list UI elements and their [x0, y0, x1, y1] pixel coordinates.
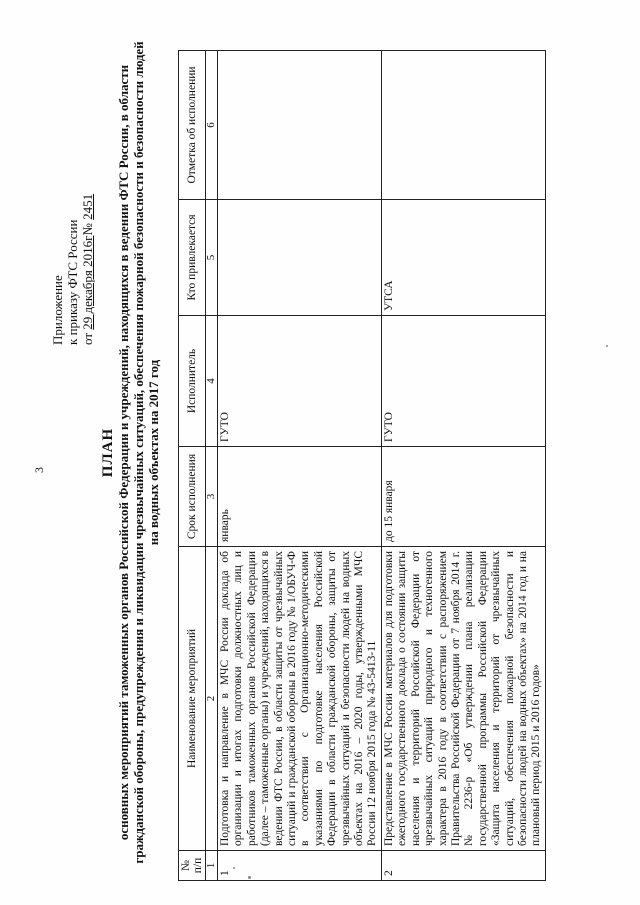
- table-row: [218, 51, 382, 881]
- row-mark: [218, 51, 382, 200]
- plan-subtitle: основных мероприятий таможенных органов Российской Федерации и учреждений, находящихся в ведении ФТС России, в области гражданской обороны, предупреждения и ликвидации чрезвычайных ситуаций, обеспечения пожарной безопасности и безопасности людей на водных объектах на 2017 год: [116, 41, 161, 864]
- header-deadline: Срок исполнения: [179, 447, 206, 547]
- column-number: 4: [206, 316, 218, 447]
- scan-speck: [606, 345, 608, 347]
- appendix-line2: к приказу ФТС России: [65, 219, 80, 345]
- row-deadline: январь: [218, 447, 382, 547]
- row-executor: ГУТО: [218, 316, 382, 447]
- plan-table: [178, 50, 546, 881]
- appendix-block: [50, 45, 95, 345]
- row-mark: [381, 51, 545, 200]
- order-number: 2451: [80, 193, 95, 220]
- column-number: 6: [206, 51, 218, 200]
- scan-speck: [233, 867, 235, 869]
- column-number: 3: [206, 447, 218, 547]
- column-number: 5: [206, 200, 218, 316]
- row-involved: [218, 200, 382, 316]
- header-name: Наименование мероприятий: [179, 547, 206, 851]
- scan-speck: [248, 876, 251, 879]
- header-num: № п/п: [179, 851, 206, 881]
- table-header-row: [179, 51, 206, 881]
- header-involved: Кто привлекается: [179, 200, 206, 316]
- row-involved: УТСА: [381, 200, 545, 316]
- row-executor: ГУТО: [381, 316, 545, 447]
- table-row: [381, 51, 545, 881]
- row-num: 2: [381, 851, 545, 881]
- column-number-row: [206, 51, 218, 881]
- appendix-order-line: [80, 45, 95, 345]
- plan-title: ПЛАН: [100, 427, 116, 478]
- header-executor: Исполнитель: [179, 316, 206, 447]
- number-prefix: №: [80, 223, 95, 236]
- row-name: Подготовка и направление в МЧС России доклада об организации и итогах подготовки должностных лиц и работников таможенных органов Российской Федерации (далее – таможенные органы) и учреждений, находящихся в ведении ФТС России, в области защиты от чрезвычайных ситуаций и гражданской обороны в 2016 году № 1/ОБУЧ-Ф в соответствии с Организационно-методическими указаниями по подготовке населения Российской Федерации в области гражданской обороны, защиты от чрезвычайных ситуаций и безопасности людей на водных объектах на 2016 – 2020 годы, утвержденными МЧС России 12 ноября 2015 года № 43-5413-11: [218, 547, 382, 851]
- page-number: 3: [32, 467, 46, 473]
- order-date: 29 декабря 2016г: [80, 235, 95, 330]
- appendix-line1: Приложение: [50, 275, 65, 345]
- date-prefix: от: [80, 332, 95, 345]
- column-number: 2: [206, 547, 218, 851]
- row-num: 1: [218, 851, 382, 881]
- row-deadline: до 15 января: [381, 447, 545, 547]
- row-name: Представление в МЧС России материалов для подготовки ежегодного государственного доклада о состоянии защиты населения и территорий Российской Федерации от чрезвычайных ситуаций природного и техногенного характера в 2016 году в соответствии с распоряжением Правительства Российской Федерации от 7 ноября 2014 г. № 2236-р «Об утверждении плана реализации государственной программы Российской Федерации «Защита населения и территорий от чрезвычайных ситуаций, обеспечения пожарной безопасности и безопасности людей на водных объектах» на 2014 год и на плановый период 2015 и 2016 годов»: [381, 547, 545, 851]
- header-mark: Отметка об исполнении: [179, 51, 206, 200]
- column-number: 1: [206, 851, 218, 881]
